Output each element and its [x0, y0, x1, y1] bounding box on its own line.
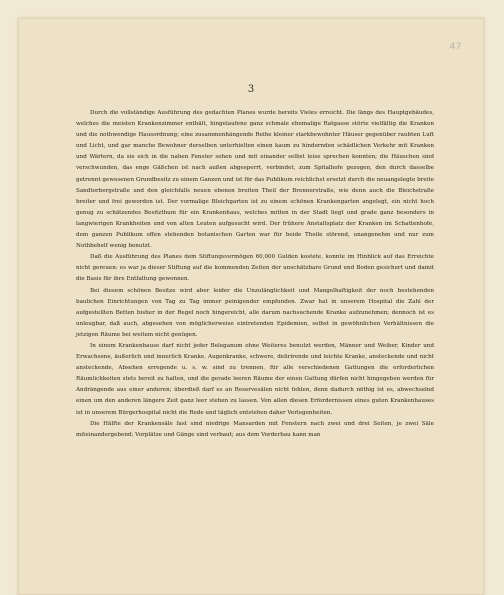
document-page — [18, 18, 484, 595]
paragraph-5: Die Hälfte der Krankensäle fast sind niedrige Mansarden mit Fenstern nach zwei und drei Seiten, je zwei Säle miteinandergebend; Vorplätze und Gänge sind verbaut; aus dem Vorderbau kann man — [76, 420, 434, 438]
paragraph-3: Bei diesem schönen Besitze wird aber leider die Unzulänglichkeit und Mangelhaftigkeit der noch bestehenden baulichen Einrichtungen von Tag zu Tag immer peinigender empfunden. Zwar hat in unserem Hospital die Zahl der aufgestellten Betten bisher in der Regel noch hingereicht, alle darum nachsuchende Kranke aufzunehmen; dennoch ist es unleugbar, daß auch, abgesehen von möglicherweise eintretenden Epidemien, selbst in gewöhnlichen Verhältnissen die jetzigen Räume bei weitem nicht genügen. — [76, 287, 434, 338]
paragraph-2: Daß die Ausführung des Planes dem Stiftungsvermögen 60,000 Gulden kostete, konnte im Hinblick auf das Erreichte nicht gereuen: es war ja dieser Stiftung auf die kommenden Zeiten der unschätzbare Grund und Boden gesichert und damit die Basis für ihre Entfaltung gewonnen. — [76, 254, 434, 283]
pencil-margin-note: 47 — [449, 42, 462, 52]
page-number: 3 — [247, 84, 255, 95]
paragraph-1: Durch die vollständige Ausführung des gedachten Planes wurde bereits Vieles erreicht. Die längs des Hauptgebäudes, welches die meisten Krankenzimmer enthält, hingelaufene ganz schmale ehemalige Ratgasse störte vielfältig die Kranken und die nothwendige Hausordnung; eine zusammenhängende Reihe kleiner starkbewohnter Häuser gegenüber raubten Luft und Licht, und gar manche Bewohner derselben unterhielten einen kaum zu hindernden schädlichen Verkehr mit Kranken und Wärtern, da sie sich in die nahen Fenster sehen und mit einander selbst leise sprechen konnten; die Häuschen sind verschwunden, das enge Gäßchen ist nach außen abgesperrt, verbindet, zum Spitalhofe gezogen, den durch dasselbe getrennt gewesenen Grundbesitz zu einem Ganzen und ist für das Publikum reichlichst ersetzt durch die neuangelegte breite Sandtorbergstraße und den gleichfalls neuen ebenen breiten Theil der Brennerstraße, wie denn auch die Bleichstraße breiter und frei geworden ist. Der vormalige Bleichgarten ist zu einem schönen Krankengarten angelegt, ein nicht hoch genug zu schätzendes Besitzthum für ein Krankenhaus, welches mitten in der Stadt liegt und grade ganz besonders in langwierigen Krankheiten und von alten Leuten aufgesucht wird. Der frühere Anstaltsplatz der Kranken im Schattenhofe, dem ganzen Publikum offen stehenden botanischen Garten war für beide Theile störend, unangenehm und nur zum Nothbehelf wenig benutzt. — [76, 110, 434, 250]
paragraph-4: In einem Krankenhause darf nicht jeder Beleganum ohne Weiteres benutzt werden, Männer und Weiber, Kinder und Erwachsene, äußerlich und innerlich Kranke, Augenkranke, schwere, delirirende und leichte Kranke, ansteckende und nicht ansteckende, Absehen erregende u. s. w. sind zu trennen, für alle verschiedenen Gattungen die erforderlichen Räumlichkeiten stets bereit zu halten, und die gerade leeren Räume der einen Gattung dürfen nicht hingegeben werden für Andrängende aus einer anderen; überdieß darf es an Reservesälen nicht fehlen, denn dadurch nöthig ist es, abwechselnd einen um den anderen längere Zeit ganz leer stehen zu lassen. Von allen diesen Erfordernissen eines guten Krankenhauses ist in unserem Bürgerhospital nicht die Rede und täglich entstehen daher Verlegenheiten. — [76, 342, 434, 416]
body-text — [76, 108, 434, 441]
